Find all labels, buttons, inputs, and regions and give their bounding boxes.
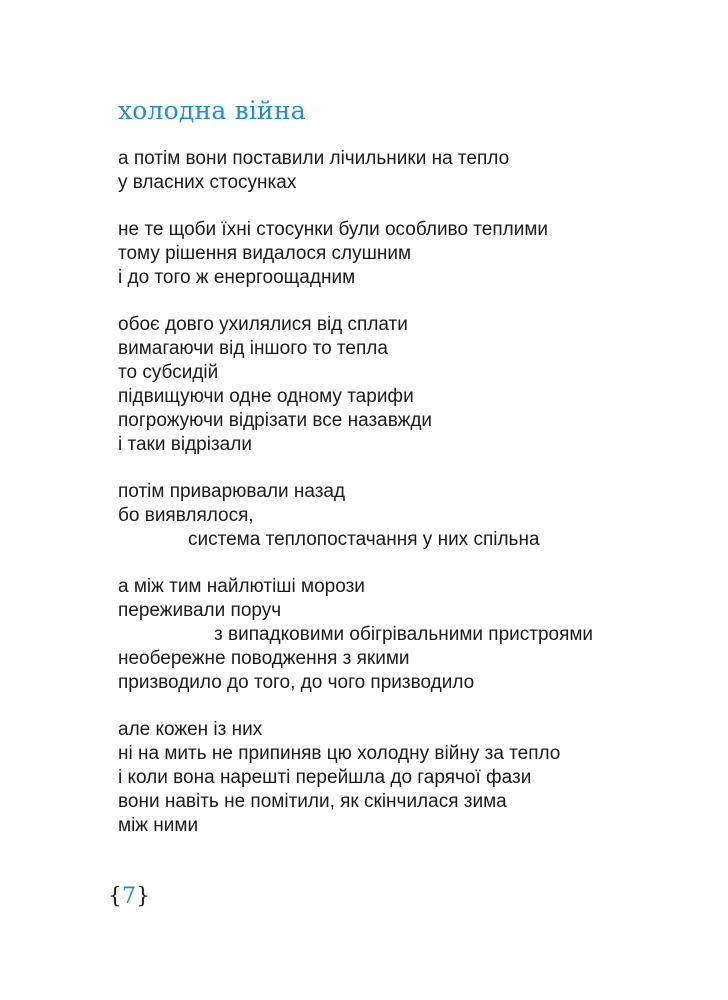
poem-line: у власних стосунках xyxy=(118,172,297,193)
poem-line: не те щоби їхні стосунки були особливо теплими xyxy=(118,219,549,240)
stanza xyxy=(118,218,678,290)
poem-line: ні на мить не припиняв цю холодну війну за тепло xyxy=(118,743,561,764)
poem-line: погрожуючи відрізати все назавжди xyxy=(118,410,433,431)
poem-line-indented: з випадковими обігрівальними пристроями xyxy=(214,624,594,645)
poem-line: необережне поводження з якими xyxy=(118,648,410,669)
stanza xyxy=(118,147,678,195)
poem-line-indented: система теплопостачання у них спільна xyxy=(188,529,540,550)
page-number-close-brace: } xyxy=(136,884,150,909)
stanza xyxy=(118,480,678,552)
poem-line: вимагаючи від іншого то тепла xyxy=(118,338,388,359)
stanza xyxy=(118,313,678,457)
page-number-value: 7 xyxy=(122,884,136,909)
poem-line: і таки відрізали xyxy=(118,434,252,455)
poem-line: обоє довго ухилялися від сплати xyxy=(118,314,408,335)
poem-body xyxy=(118,147,678,861)
page-number-open-brace: { xyxy=(108,884,122,909)
poem-title: холодна війна xyxy=(118,96,306,125)
poem-line: а потім вони поставили лічильники на тепло xyxy=(118,148,510,169)
poem-line: і до того ж енергоощадним xyxy=(118,267,356,288)
poem-line: переживали поруч xyxy=(118,600,282,621)
poem-line: бо виявлялося, xyxy=(118,505,254,526)
poem-line: вони навіть не помітили, як скінчилася зима xyxy=(118,791,507,812)
stanza xyxy=(118,718,678,838)
poem-line: і коли вона нарешті перейшла до гарячої фази xyxy=(118,767,532,788)
poem-line: між ними xyxy=(118,815,199,836)
poem-line: тому рішення видалося слушним xyxy=(118,243,412,264)
poem-line: а між тим найлютіші морози xyxy=(118,576,365,597)
stanza xyxy=(118,575,678,695)
poem-line: призводило до того, до чого призводило xyxy=(118,672,475,693)
poem-line: але кожен із них xyxy=(118,719,263,740)
poem-line: підвищуючи одне одному тарифи xyxy=(118,386,414,407)
poem-line: то субсидій xyxy=(118,362,219,383)
page-number xyxy=(108,884,150,909)
poem-line: потім приварювали назад xyxy=(118,481,346,502)
